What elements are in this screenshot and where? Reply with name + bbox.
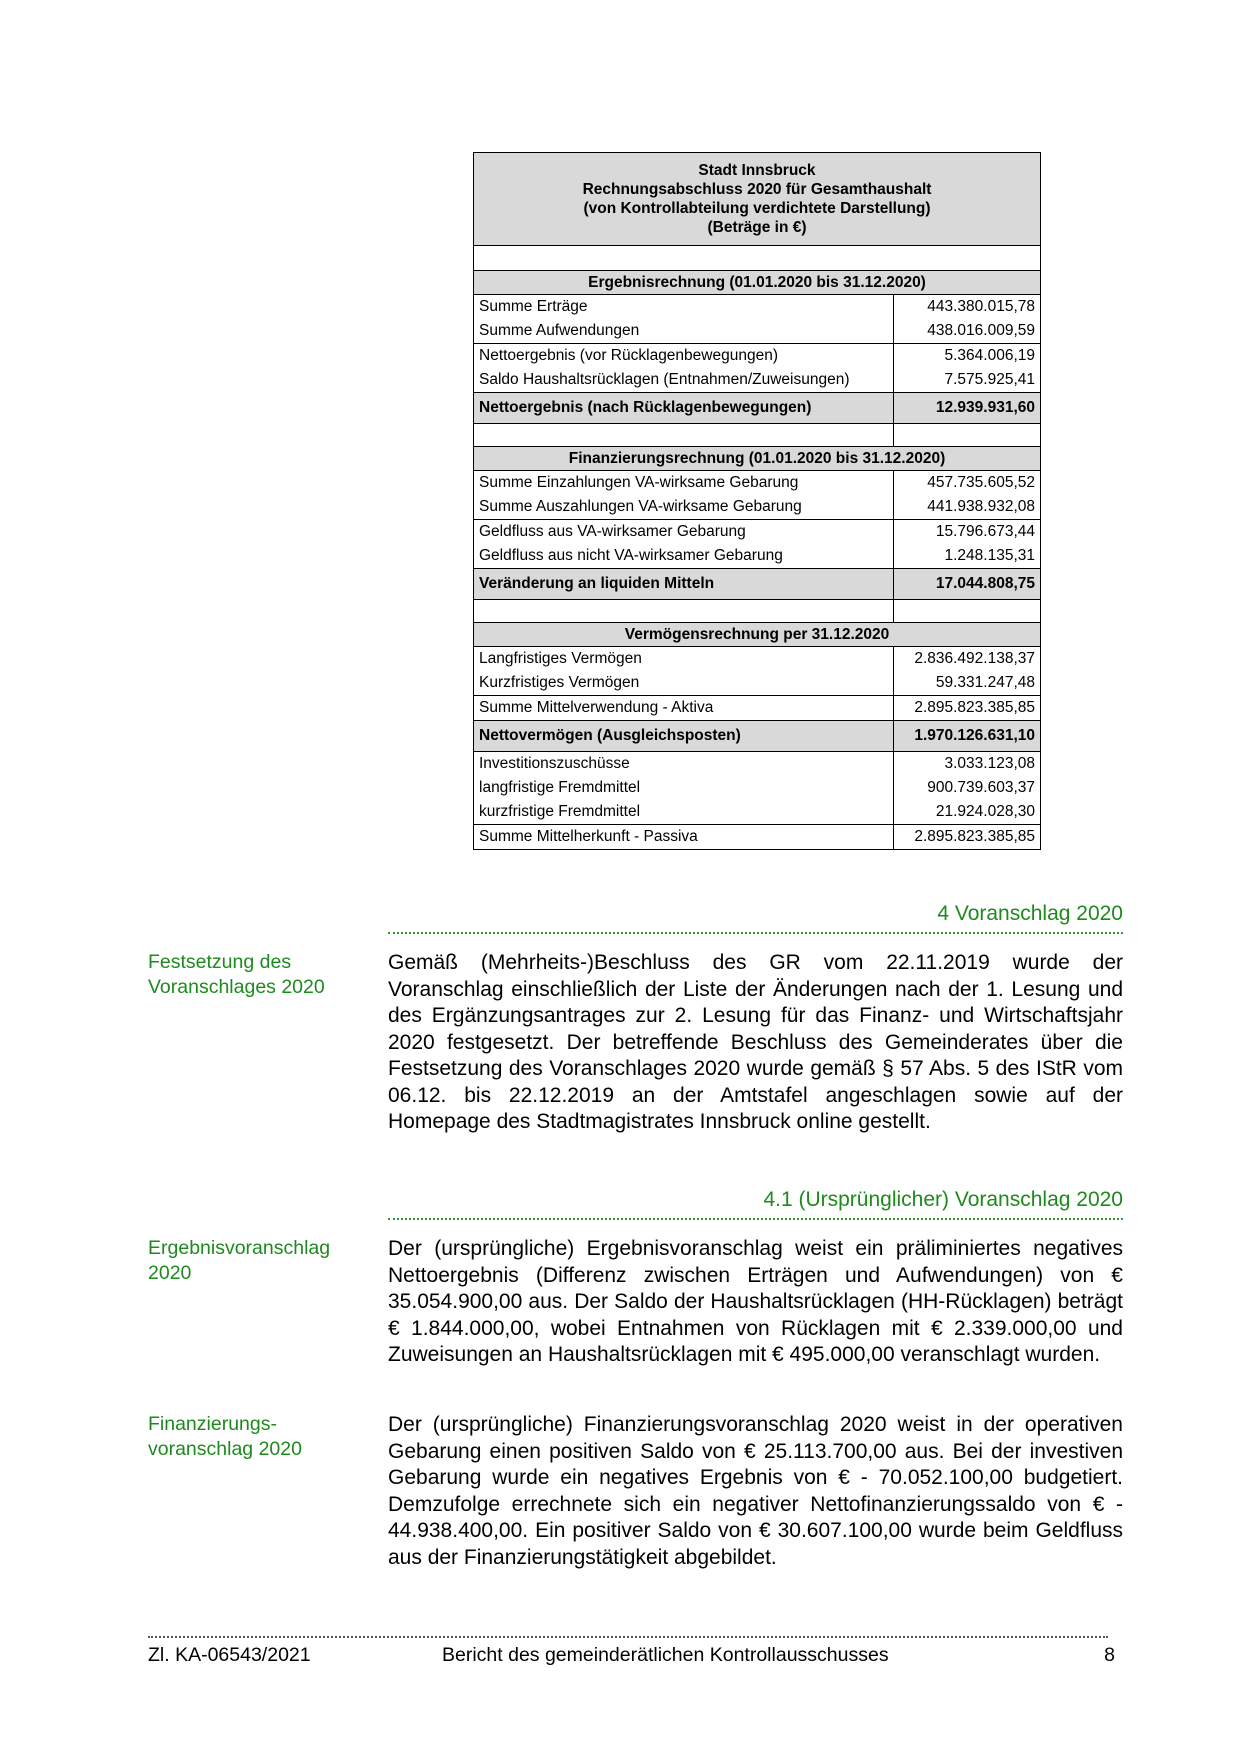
margin-note-line: voranschlag 2020 bbox=[148, 1438, 302, 1460]
table-row bbox=[474, 696, 1041, 721]
table-row bbox=[474, 752, 1041, 777]
total-label: Nettovermögen (Ausgleichsposten) bbox=[474, 721, 894, 752]
section-title: Ergebnisrechnung (01.01.2020 bis 31.12.2020) bbox=[474, 271, 1041, 295]
row-value: 2.836.492.138,37 bbox=[894, 647, 1041, 672]
row-label: Langfristiges Vermögen bbox=[474, 647, 894, 672]
table-header-line: Stadt Innsbruck bbox=[698, 162, 816, 179]
table-row bbox=[474, 671, 1041, 696]
paragraph: Der (ursprüngliche) Finanzierungsvoranschlag 2020 weist in der operativen Gebarung einen positiven Saldo von € 25.113.700,00 aus. Bei der investiven Gebarung wurde ein negatives Ergebnis von € - 70.052.100,00 budgetiert. Demzufolge errechnete sich ein negativer Nettofinanzierungssaldo von € - 44.938.400,00. Ein positiver Saldo von € 30.607.100,00 wurde beim Geldfluss aus der Finanzierungstätigkeit abgebildet. bbox=[388, 1413, 1123, 1569]
row-label: langfristige Fremdmittel bbox=[474, 776, 894, 800]
table-row bbox=[474, 825, 1041, 850]
row-label: Investitionszuschüsse bbox=[474, 752, 894, 777]
page-number: 8 bbox=[1104, 1644, 1115, 1666]
table-row bbox=[474, 368, 1041, 393]
spacer-row bbox=[474, 424, 1041, 447]
section-title-row bbox=[474, 447, 1041, 471]
footer-divider bbox=[148, 1636, 1108, 1638]
margin-note bbox=[148, 1236, 348, 1286]
row-value: 441.938.932,08 bbox=[894, 495, 1041, 520]
spacer-row bbox=[474, 246, 1041, 271]
row-value: 900.739.603,37 bbox=[894, 776, 1041, 800]
row-value: 2.895.823.385,85 bbox=[894, 696, 1041, 721]
row-label: Geldfluss aus nicht VA-wirksamer Gebarung bbox=[474, 544, 894, 569]
row-label: Summe Mittelverwendung - Aktiva bbox=[474, 696, 894, 721]
margin-note-line: Festsetzung des bbox=[148, 951, 292, 973]
row-value: 3.033.123,08 bbox=[894, 752, 1041, 777]
margin-note-line: Finanzierungs- bbox=[148, 1413, 277, 1435]
section-title: Vermögensrechnung per 31.12.2020 bbox=[474, 623, 1041, 647]
margin-note bbox=[148, 1412, 348, 1462]
spacer-row bbox=[474, 600, 1041, 623]
row-label: Geldfluss aus VA-wirksamer Gebarung bbox=[474, 520, 894, 545]
subsection-heading: 4.1 (Ursprünglicher) Voranschlag 2020 bbox=[388, 1188, 1123, 1220]
row-value: 5.364.006,19 bbox=[894, 344, 1041, 369]
table-header-line: Rechnungsabschluss 2020 für Gesamthaushalt bbox=[582, 181, 932, 198]
table-row bbox=[474, 295, 1041, 320]
table-row bbox=[474, 544, 1041, 569]
table-row bbox=[474, 800, 1041, 825]
row-value: 2.895.823.385,85 bbox=[894, 825, 1041, 850]
section-title-row bbox=[474, 623, 1041, 647]
row-label: Kurzfristiges Vermögen bbox=[474, 671, 894, 696]
document-reference: Zl. KA-06543/2021 bbox=[148, 1644, 311, 1666]
table-header-row bbox=[474, 153, 1041, 246]
row-value: 15.796.673,44 bbox=[894, 520, 1041, 545]
section-title: Finanzierungsrechnung (01.01.2020 bis 31.12.2020) bbox=[474, 447, 1041, 471]
section-title-row bbox=[474, 271, 1041, 295]
table-row bbox=[474, 319, 1041, 344]
table-row bbox=[474, 495, 1041, 520]
total-row bbox=[474, 393, 1041, 424]
row-label: kurzfristige Fremdmittel bbox=[474, 800, 894, 825]
total-label: Nettoergebnis (nach Rücklagenbewegungen) bbox=[474, 393, 894, 424]
row-label: Summe Auszahlungen VA-wirksame Gebarung bbox=[474, 495, 894, 520]
row-label: Summe Mittelherkunft - Passiva bbox=[474, 825, 894, 850]
row-value: 443.380.015,78 bbox=[894, 295, 1041, 320]
total-value: 12.939.931,60 bbox=[894, 393, 1041, 424]
row-label: Summe Erträge bbox=[474, 295, 894, 320]
total-row bbox=[474, 569, 1041, 600]
row-label: Saldo Haushaltsrücklagen (Entnahmen/Zuweisungen) bbox=[474, 368, 894, 393]
margin-note-line: Voranschlages 2020 bbox=[148, 976, 325, 998]
row-label: Summe Einzahlungen VA-wirksame Gebarung bbox=[474, 471, 894, 496]
section-heading: 4 Voranschlag 2020 bbox=[388, 902, 1123, 934]
table-header bbox=[474, 153, 1041, 246]
total-value: 1.970.126.631,10 bbox=[894, 721, 1041, 752]
table-row bbox=[474, 647, 1041, 672]
table-row bbox=[474, 471, 1041, 496]
table-header-line: (Beträge in €) bbox=[707, 219, 807, 236]
row-label: Nettoergebnis (vor Rücklagenbewegungen) bbox=[474, 344, 894, 369]
total-value: 17.044.808,75 bbox=[894, 569, 1041, 600]
row-value: 7.575.925,41 bbox=[894, 368, 1041, 393]
table-row bbox=[474, 344, 1041, 369]
table-row bbox=[474, 520, 1041, 545]
row-label: Summe Aufwendungen bbox=[474, 319, 894, 344]
table-header-line: (von Kontrollabteilung verdichtete Darstellung) bbox=[583, 200, 931, 217]
paragraph: Gemäß (Mehrheits-)Beschluss des GR vom 22.11.2019 wurde der Voranschlag einschließlich der Liste der Änderungen nach der 1. Lesung und des Ergänzungsantrages zur 2. Lesung für das Finanz- und Wirtschaftsjahr 2020 festgesetzt. Der betreffende Beschluss des Gemeinderates über die Festsetzung des Voranschlages 2020 wurde gemäß § 57 Abs. 5 des IStR vom 06.12. bis 22.12.2019 an der Amtstafel angeschlagen sowie auf der Homepage des Stadtmagistrates Innsbruck online gestellt. bbox=[388, 951, 1123, 1133]
margin-note-line: 2020 bbox=[148, 1262, 192, 1284]
total-row bbox=[474, 721, 1041, 752]
table-row bbox=[474, 776, 1041, 800]
margin-note bbox=[148, 950, 348, 1000]
row-value: 21.924.028,30 bbox=[894, 800, 1041, 825]
footer-title: Bericht des gemeinderätlichen Kontrollausschusses bbox=[442, 1644, 889, 1666]
paragraph: Der (ursprüngliche) Ergebnisvoranschlag weist ein präliminiertes negatives Nettoergebnis (Differenz zwischen Erträgen und Aufwendungen) von € 35.054.900,00 aus. Der Saldo der Haushaltsrücklagen (HH-Rücklagen) beträgt € 1.844.000,00, wobei Entnahmen von Rücklagen mit € 2.339.000,00 und Zuweisungen an Haushaltsrücklagen mit € 495.000,00 veranschlagt wurden. bbox=[388, 1237, 1123, 1366]
row-value: 1.248.135,31 bbox=[894, 544, 1041, 569]
total-label: Veränderung an liquiden Mitteln bbox=[474, 569, 894, 600]
row-value: 438.016.009,59 bbox=[894, 319, 1041, 344]
financial-summary-table bbox=[473, 152, 1041, 850]
row-value: 59.331.247,48 bbox=[894, 671, 1041, 696]
margin-note-line: Ergebnisvoranschlag bbox=[148, 1237, 331, 1259]
row-value: 457.735.605,52 bbox=[894, 471, 1041, 496]
